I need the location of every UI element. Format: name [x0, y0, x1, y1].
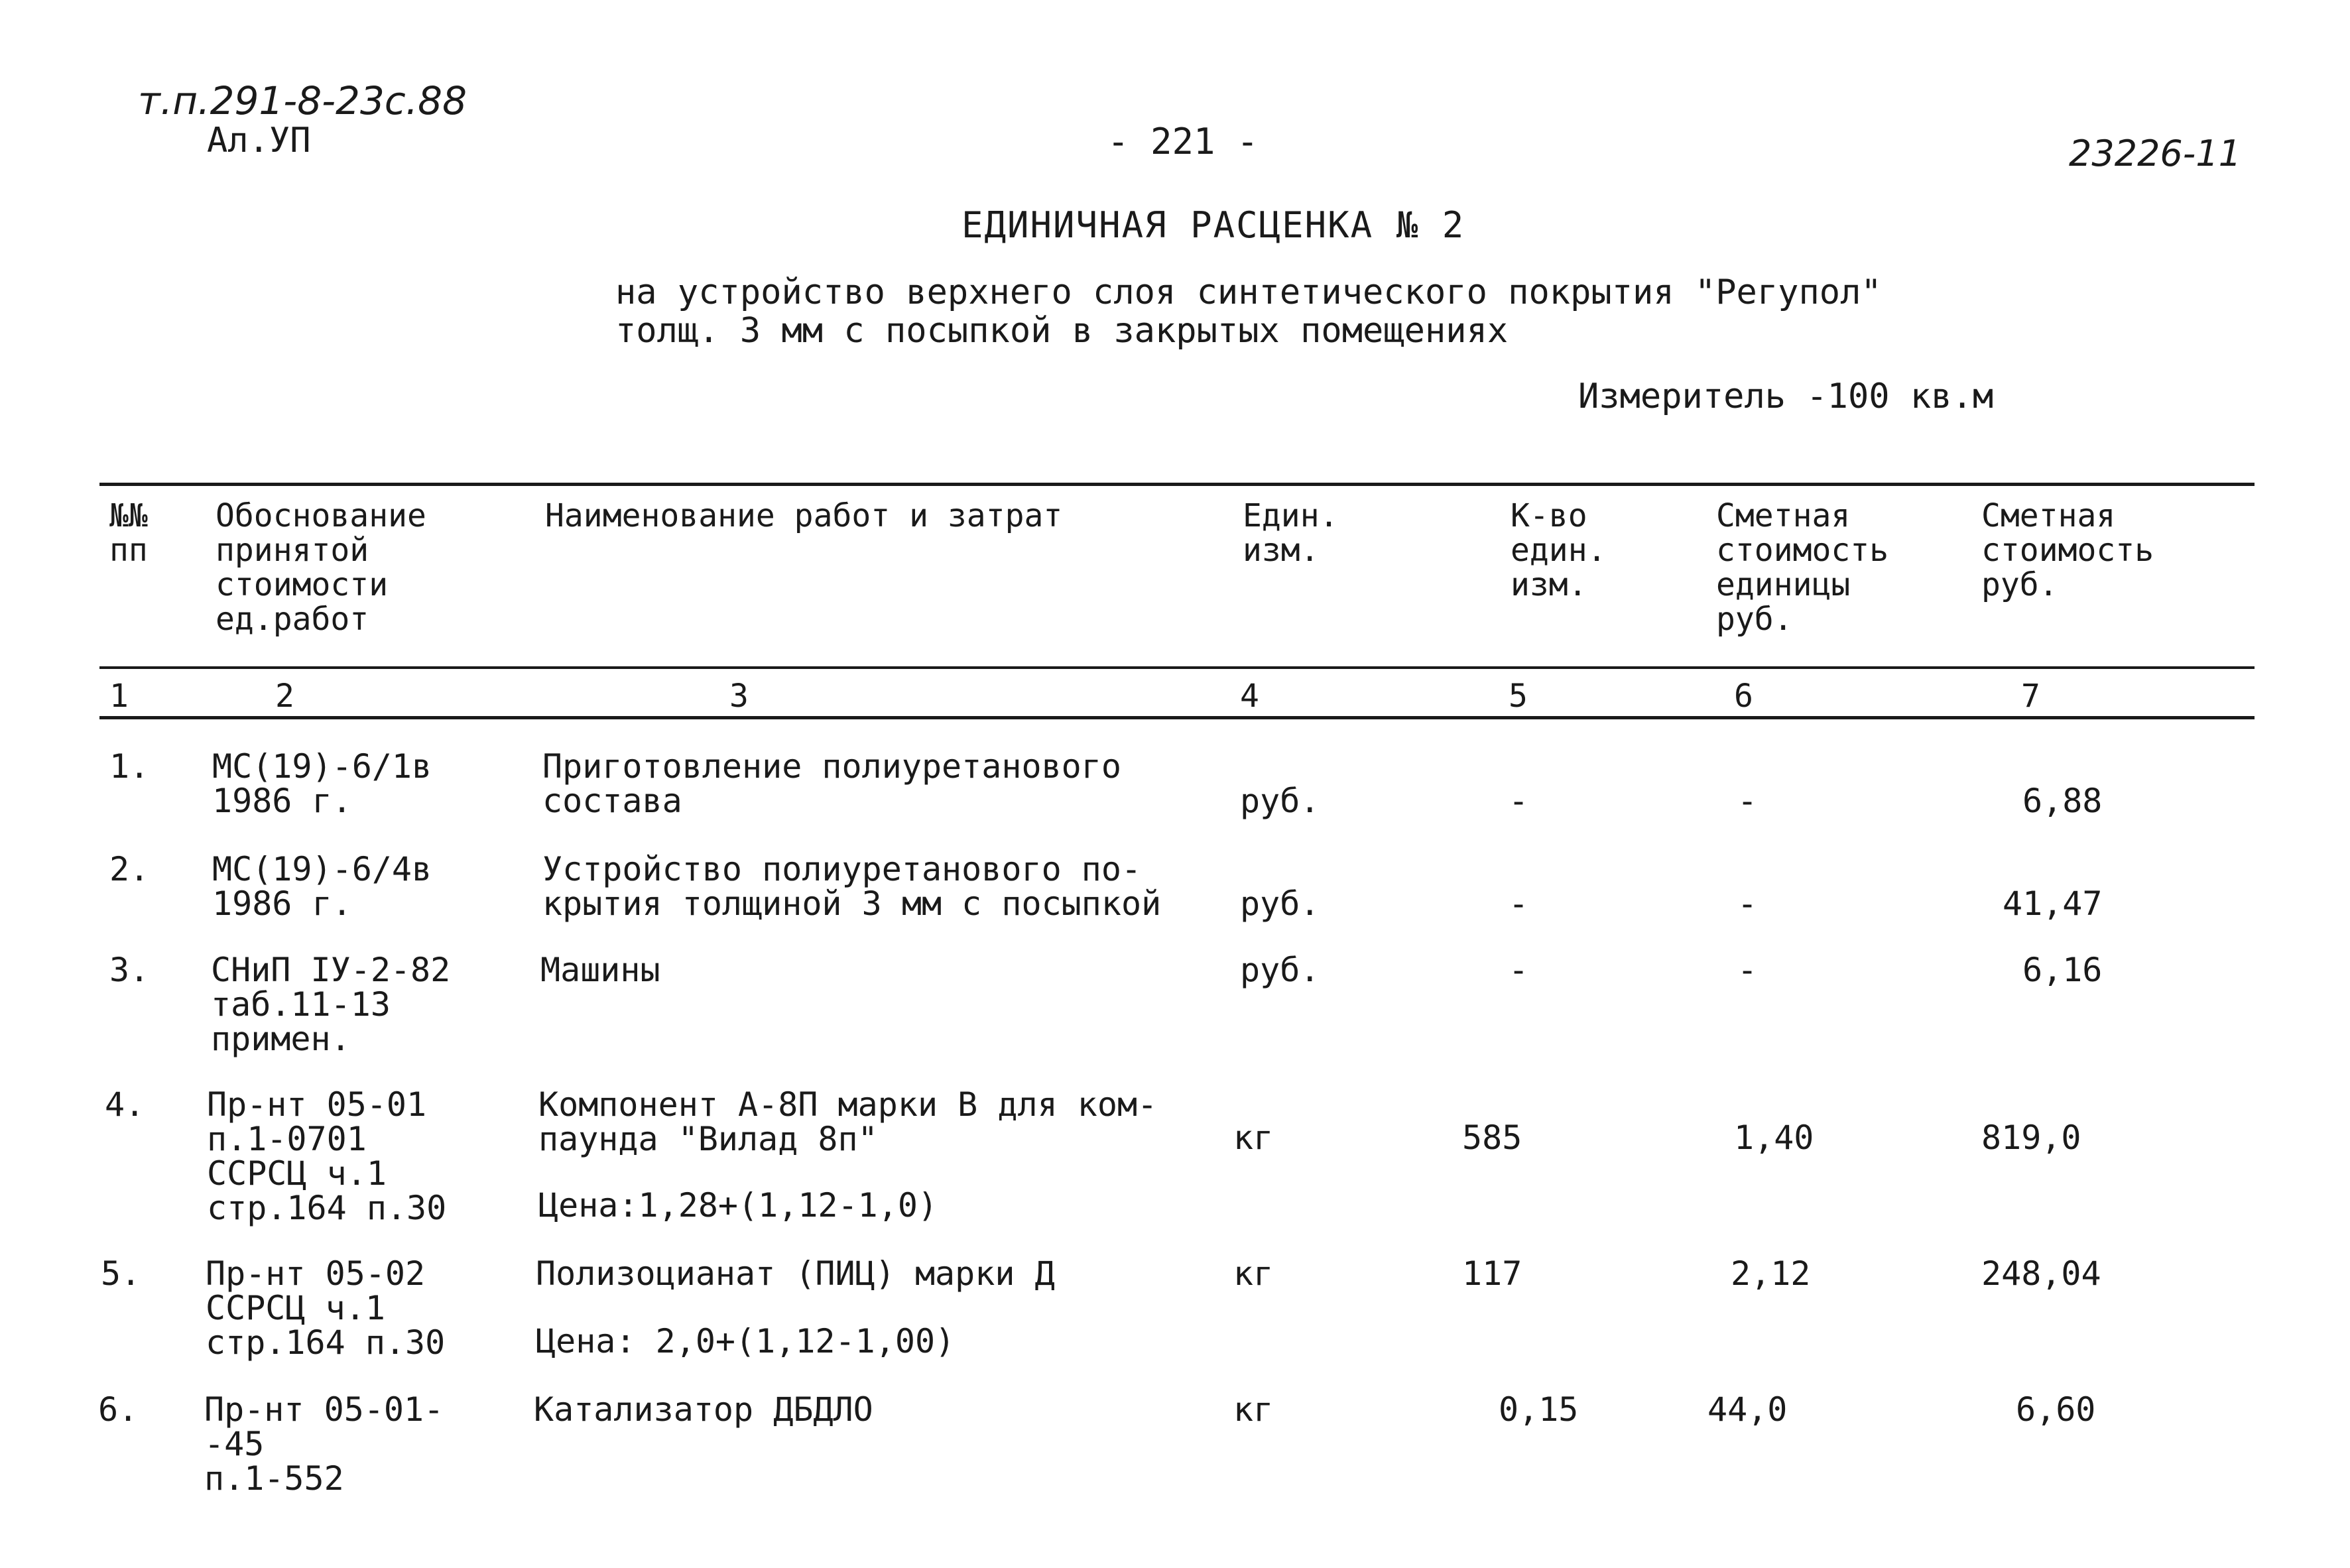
row-basis: Пр-нт 05-01 п.1-0701 ССРСЦ ч.1 стр.164 п.30	[207, 1085, 447, 1227]
document-subtitle	[615, 273, 1882, 350]
header-cell-unit-cost: Сметная стоимость единицы руб.	[1716, 497, 1889, 638]
row-quantity: -	[1509, 884, 1529, 923]
row-basis: Пр-нт 05-01- -45 п.1-552	[204, 1390, 444, 1498]
row-basis: МС(19)-6/4в 1986 г.	[212, 850, 432, 923]
row-name: Катализатор ДБДЛО	[534, 1390, 873, 1429]
subtitle-line-1: на устройство верхнего слоя синтетического покрытия "Регупол"	[615, 272, 1882, 312]
row-number: 6.	[98, 1390, 139, 1429]
row-unit-cost: -	[1737, 884, 1758, 923]
row-number: 5.	[101, 1254, 141, 1293]
table-top-rule	[99, 483, 2255, 486]
row-unit: руб.	[1240, 951, 1320, 989]
row-unit-cost: 44,0	[1707, 1390, 1788, 1429]
row-unit: кг	[1233, 1254, 1274, 1293]
header-bottom-rule	[99, 666, 2255, 669]
column-number: 3	[729, 678, 749, 715]
row-quantity: 0,15	[1499, 1390, 1579, 1429]
row-unit-cost: 1,40	[1734, 1118, 1814, 1157]
page-number: - 221 -	[1107, 121, 1259, 162]
row-number: 1.	[109, 747, 150, 786]
row-name: Устройство полиуретанового по- крытия толщиной 3 мм с посыпкой	[542, 850, 1162, 923]
album-number: Ал.УП	[207, 121, 311, 160]
row-total: 41,47	[2003, 884, 2103, 923]
row-total: 6,60	[2016, 1390, 2096, 1429]
row-unit: руб.	[1240, 884, 1320, 923]
row-unit-cost: 2,12	[1731, 1254, 1811, 1293]
header-cell-quantity: К-во един. изм.	[1511, 497, 1607, 603]
row-total: 248,04	[1981, 1254, 2101, 1293]
row-total: 819,0	[1981, 1118, 2081, 1157]
header-cell-name: Наименование работ и затрат	[545, 497, 1063, 534]
row-unit: кг	[1233, 1118, 1274, 1157]
column-numbers-rule	[99, 716, 2255, 719]
row-quantity: -	[1509, 951, 1529, 989]
column-number: 1	[109, 678, 129, 715]
column-number: 2	[275, 678, 294, 715]
row-quantity: -	[1509, 782, 1529, 820]
row-total: 6,88	[2022, 782, 2103, 820]
column-number: 7	[2021, 678, 2040, 715]
row-basis: Пр-нт 05-02 ССРСЦ ч.1 стр.164 п.30	[206, 1254, 446, 1362]
row-quantity: 117	[1462, 1254, 1522, 1293]
row-name: Полизоцианат (ПИЦ) марки Д	[536, 1254, 1055, 1293]
document-title: ЕДИНИЧНАЯ РАСЦЕНКА № 2	[961, 204, 1465, 246]
header-cell-number: №№ пп	[109, 497, 148, 569]
row-unit: руб.	[1240, 782, 1320, 820]
row-unit-cost: -	[1737, 782, 1758, 820]
document-code: т.п.291-8-23с.88	[138, 78, 467, 123]
row-name: Приготовление полиуретанового состава	[542, 747, 1121, 820]
subtitle-line-2: толщ. 3 мм с посыпкой в закрытых помещениях	[615, 311, 1509, 351]
row-basis: МС(19)-6/1в 1986 г.	[212, 747, 432, 820]
column-number: 6	[1734, 678, 1753, 715]
row-total: 6,16	[2022, 951, 2103, 989]
row-unit: кг	[1233, 1390, 1274, 1429]
row-name: Машины	[540, 951, 660, 989]
row-unit-cost: -	[1737, 951, 1758, 989]
row-price-formula: Цена:1,28+(1,12-1,0)	[538, 1186, 938, 1225]
header-cell-basis: Обоснование принятой стоимости ед.работ	[216, 497, 426, 638]
row-quantity: 585	[1462, 1118, 1522, 1157]
row-name: Компонент А-8П марки В для ком- паунда "Вилад 8п"	[538, 1085, 1158, 1158]
column-number: 5	[1509, 678, 1528, 715]
row-number: 4.	[105, 1085, 145, 1124]
row-number: 2.	[109, 850, 150, 888]
inventory-number: 23226-11	[2069, 133, 2241, 174]
column-number: 4	[1240, 678, 1259, 715]
measure-unit: Измеритель -100 кв.м	[1578, 377, 1994, 416]
row-number: 3.	[109, 951, 150, 989]
header-cell-unit: Един. изм.	[1243, 497, 1339, 569]
row-basis: СНиП IУ-2-82 таб.11-13 примен.	[211, 951, 451, 1058]
header-cell-total-cost: Сметная стоимость руб.	[1981, 497, 2154, 603]
row-price-formula: Цена: 2,0+(1,12-1,00)	[536, 1322, 956, 1360]
